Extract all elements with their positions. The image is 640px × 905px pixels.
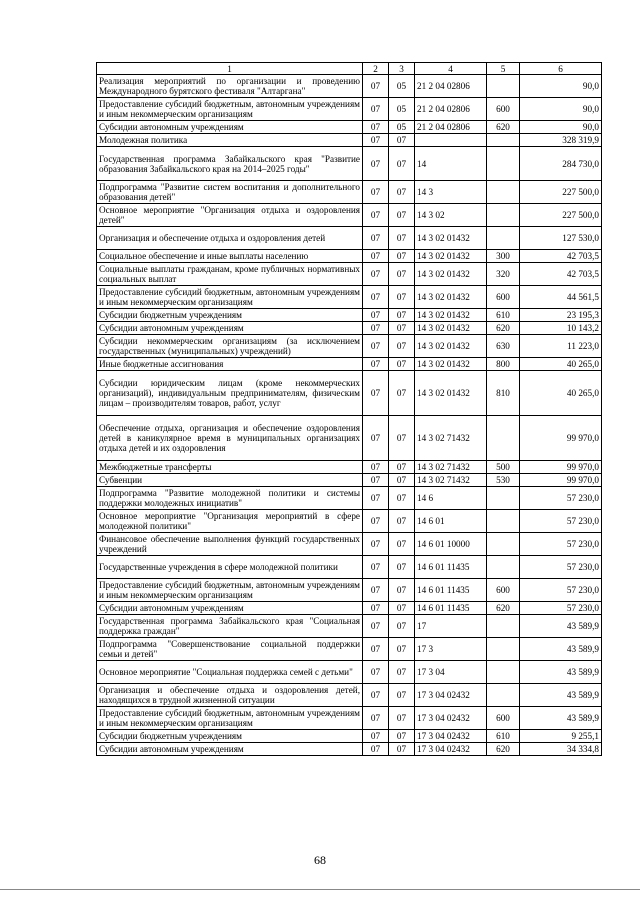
expense-type-cell: 320 — [487, 263, 520, 286]
amount-cell: 57 230,0 — [520, 602, 602, 615]
expense-type-cell — [487, 638, 520, 661]
subsection-code-cell: 07 — [389, 638, 415, 661]
row-name-cell: Организация и обеспечение отдыха и оздоровления детей — [97, 227, 363, 250]
section-code-cell: 07 — [363, 487, 389, 510]
subsection-code-cell: 07 — [389, 579, 415, 602]
row-name-cell: Субсидии некоммерческим организациям (за исключением государственных (муниципальных) учреждений) — [97, 335, 363, 358]
row-name-cell: Предоставление субсидий бюджетным, автономным учреждениям и иным некоммерческим организациям — [97, 579, 363, 602]
subsection-code-cell: 07 — [389, 358, 415, 371]
target-article-cell: 14 3 02 01432 — [415, 358, 487, 371]
target-article-cell: 17 3 04 02432 — [415, 684, 487, 707]
subsection-code-cell: 07 — [389, 134, 415, 147]
target-article-cell: 14 3 02 01432 — [415, 335, 487, 358]
table-row — [97, 556, 602, 579]
table-row — [97, 358, 602, 371]
amount-cell: 9 255,1 — [520, 730, 602, 743]
section-code-cell: 07 — [363, 730, 389, 743]
amount-cell: 57 230,0 — [520, 579, 602, 602]
section-code-cell: 07 — [363, 204, 389, 227]
section-code-cell: 07 — [363, 579, 389, 602]
subsection-code-cell: 07 — [389, 416, 415, 461]
amount-cell: 227 500,0 — [520, 204, 602, 227]
table-row — [97, 661, 602, 684]
budget-table — [96, 62, 602, 756]
subsection-code-cell: 07 — [389, 615, 415, 638]
expense-type-cell — [487, 510, 520, 533]
target-article-cell: 14 3 02 71432 — [415, 461, 487, 474]
table-row — [97, 98, 602, 121]
row-name-cell: Предоставление субсидий бюджетным, автономным учреждениям и иным некоммерческим организациям — [97, 98, 363, 121]
row-name-cell: Субсидии автономным учреждениям — [97, 322, 363, 335]
target-article-cell: 14 3 02 01432 — [415, 322, 487, 335]
subsection-code-cell: 07 — [389, 510, 415, 533]
subsection-code-cell: 07 — [389, 263, 415, 286]
expense-type-cell — [487, 615, 520, 638]
table-row — [97, 75, 602, 98]
amount-cell: 57 230,0 — [520, 487, 602, 510]
section-code-cell: 07 — [363, 416, 389, 461]
subsection-code-cell: 07 — [389, 181, 415, 204]
expense-type-cell — [487, 181, 520, 204]
expense-type-cell: 620 — [487, 322, 520, 335]
table-row — [97, 204, 602, 227]
amount-cell: 42 703,5 — [520, 263, 602, 286]
header-cell: 6 — [520, 63, 602, 75]
target-article-cell: 14 3 — [415, 181, 487, 204]
header-cell: 3 — [389, 63, 415, 75]
table-row — [97, 510, 602, 533]
amount-cell: 99 970,0 — [520, 461, 602, 474]
expense-type-cell: 810 — [487, 371, 520, 416]
target-article-cell: 14 3 02 01432 — [415, 227, 487, 250]
amount-cell: 127 530,0 — [520, 227, 602, 250]
row-name-cell: Субсидии автономным учреждениям — [97, 602, 363, 615]
section-code-cell: 07 — [363, 615, 389, 638]
section-code-cell: 07 — [363, 181, 389, 204]
subsection-code-cell: 07 — [389, 309, 415, 322]
subsection-code-cell: 07 — [389, 602, 415, 615]
section-code-cell: 07 — [363, 121, 389, 134]
row-name-cell: Социальные выплаты гражданам, кроме публичных нормативных социальных выплат — [97, 263, 363, 286]
subsection-code-cell: 07 — [389, 461, 415, 474]
amount-cell: 90,0 — [520, 75, 602, 98]
row-name-cell: Предоставление субсидий бюджетным, автономным учреждениям и иным некоммерческим организациям — [97, 286, 363, 309]
expense-type-cell: 600 — [487, 707, 520, 730]
row-name-cell: Социальное обеспечение и иные выплаты населению — [97, 250, 363, 263]
amount-cell: 34 334,8 — [520, 743, 602, 756]
expense-type-cell — [487, 556, 520, 579]
section-code-cell: 07 — [363, 250, 389, 263]
table-header-row — [97, 63, 602, 75]
section-code-cell: 07 — [363, 358, 389, 371]
section-code-cell: 07 — [363, 75, 389, 98]
section-code-cell: 07 — [363, 743, 389, 756]
target-article-cell: 14 3 02 01432 — [415, 309, 487, 322]
subsection-code-cell: 05 — [389, 75, 415, 98]
amount-cell: 99 970,0 — [520, 474, 602, 487]
table-row — [97, 286, 602, 309]
amount-cell: 57 230,0 — [520, 533, 602, 556]
section-code-cell: 07 — [363, 602, 389, 615]
target-article-cell: 17 3 04 02432 — [415, 743, 487, 756]
subsection-code-cell: 07 — [389, 730, 415, 743]
header-cell: 2 — [363, 63, 389, 75]
table-row — [97, 309, 602, 322]
target-article-cell: 14 3 02 71432 — [415, 474, 487, 487]
table-row — [97, 487, 602, 510]
row-name-cell: Основное мероприятие "Организация мероприятий в сфере молодежной политики" — [97, 510, 363, 533]
page-number: 68 — [314, 853, 326, 867]
table-row — [97, 730, 602, 743]
subsection-code-cell: 07 — [389, 707, 415, 730]
row-name-cell: Реализация мероприятий по организации и проведению Международного бурятского фестиваля "Алтаргана" — [97, 75, 363, 98]
subsection-code-cell: 07 — [389, 322, 415, 335]
table-row — [97, 638, 602, 661]
target-article-cell — [415, 134, 487, 147]
row-name-cell: Предоставление субсидий бюджетным, автономным учреждениям и иным некоммерческим организациям — [97, 707, 363, 730]
section-code-cell: 07 — [363, 556, 389, 579]
subsection-code-cell: 07 — [389, 533, 415, 556]
subsection-code-cell: 07 — [389, 335, 415, 358]
expense-type-cell: 630 — [487, 335, 520, 358]
amount-cell: 57 230,0 — [520, 556, 602, 579]
section-code-cell: 07 — [363, 533, 389, 556]
row-name-cell: Подпрограмма "Совершенствование социальной поддержки семьи и детей" — [97, 638, 363, 661]
target-article-cell: 14 6 01 11435 — [415, 579, 487, 602]
amount-cell: 227 500,0 — [520, 181, 602, 204]
section-code-cell: 07 — [363, 707, 389, 730]
expense-type-cell: 300 — [487, 250, 520, 263]
section-code-cell: 07 — [363, 335, 389, 358]
section-code-cell: 07 — [363, 309, 389, 322]
target-article-cell: 14 3 02 01432 — [415, 286, 487, 309]
table-row — [97, 250, 602, 263]
section-code-cell: 07 — [363, 474, 389, 487]
expense-type-cell — [487, 487, 520, 510]
table-row — [97, 684, 602, 707]
table-row — [97, 533, 602, 556]
row-name-cell: Субсидии юридическим лицам (кроме некоммерческих организаций), индивидуальным предпринимателям, физическим лицам – производителям товаров, работ, услуг — [97, 371, 363, 416]
amount-cell: 57 230,0 — [520, 510, 602, 533]
amount-cell: 40 265,0 — [520, 358, 602, 371]
amount-cell: 40 265,0 — [520, 371, 602, 416]
section-code-cell: 07 — [363, 371, 389, 416]
row-name-cell: Межбюджетные трансферты — [97, 461, 363, 474]
target-article-cell: 14 6 01 10000 — [415, 533, 487, 556]
amount-cell: 43 589,9 — [520, 661, 602, 684]
amount-cell: 10 143,2 — [520, 322, 602, 335]
row-name-cell: Финансовое обеспечение выполнения функций государственных учреждений — [97, 533, 363, 556]
expense-type-cell: 600 — [487, 579, 520, 602]
subsection-code-cell: 07 — [389, 661, 415, 684]
amount-cell: 43 589,9 — [520, 615, 602, 638]
header-cell: 4 — [415, 63, 487, 75]
expense-type-cell: 530 — [487, 474, 520, 487]
target-article-cell: 17 3 04 — [415, 661, 487, 684]
subsection-code-cell: 07 — [389, 487, 415, 510]
table-row — [97, 579, 602, 602]
row-name-cell: Молодежная политика — [97, 134, 363, 147]
expense-type-cell: 600 — [487, 98, 520, 121]
table-row — [97, 707, 602, 730]
expense-type-cell: 620 — [487, 743, 520, 756]
expense-type-cell — [487, 75, 520, 98]
target-article-cell: 17 3 — [415, 638, 487, 661]
table-row — [97, 121, 602, 134]
row-name-cell: Основное мероприятие "Социальная поддержка семей с детьми" — [97, 661, 363, 684]
target-article-cell: 14 3 02 01432 — [415, 371, 487, 416]
subsection-code-cell: 07 — [389, 371, 415, 416]
section-code-cell: 07 — [363, 227, 389, 250]
subsection-code-cell: 07 — [389, 556, 415, 579]
subsection-code-cell: 07 — [389, 147, 415, 181]
table-row — [97, 602, 602, 615]
row-name-cell: Субвенции — [97, 474, 363, 487]
target-article-cell: 17 — [415, 615, 487, 638]
row-name-cell: Подпрограмма "Развитие систем воспитания и дополнительного образования детей" — [97, 181, 363, 204]
expense-type-cell — [487, 533, 520, 556]
row-name-cell: Субсидии бюджетным учреждениям — [97, 730, 363, 743]
table-row — [97, 474, 602, 487]
table-row — [97, 227, 602, 250]
subsection-code-cell: 07 — [389, 250, 415, 263]
subsection-code-cell: 05 — [389, 98, 415, 121]
amount-cell: 11 223,0 — [520, 335, 602, 358]
subsection-code-cell: 07 — [389, 684, 415, 707]
header-cell: 1 — [97, 63, 363, 75]
row-name-cell: Обеспечение отдыха, организация и обеспечение оздоровления детей в каникулярное время в муниципальных организациях отдыха детей и их оздоровления — [97, 416, 363, 461]
target-article-cell: 14 3 02 — [415, 204, 487, 227]
expense-type-cell: 800 — [487, 358, 520, 371]
row-name-cell: Иные бюджетные ассигнования — [97, 358, 363, 371]
target-article-cell: 17 3 04 02432 — [415, 730, 487, 743]
target-article-cell: 21 2 04 02806 — [415, 121, 487, 134]
row-name-cell: Субсидии бюджетным учреждениям — [97, 309, 363, 322]
expense-type-cell — [487, 227, 520, 250]
row-name-cell: Субсидии автономным учреждениям — [97, 121, 363, 134]
subsection-code-cell: 07 — [389, 743, 415, 756]
table-row — [97, 371, 602, 416]
target-article-cell: 14 6 01 11435 — [415, 556, 487, 579]
section-code-cell: 07 — [363, 147, 389, 181]
expense-type-cell: 500 — [487, 461, 520, 474]
expense-type-cell — [487, 684, 520, 707]
row-name-cell: Подпрограмма "Развитие молодежной политики и системы поддержки молодежных инициатив" — [97, 487, 363, 510]
row-name-cell: Организация и обеспечение отдыха и оздоровления детей, находящихся в трудной жизненной ситуации — [97, 684, 363, 707]
expense-type-cell — [487, 147, 520, 181]
target-article-cell: 14 6 01 — [415, 510, 487, 533]
amount-cell: 43 589,9 — [520, 707, 602, 730]
target-article-cell: 14 6 — [415, 487, 487, 510]
row-name-cell: Государственная программа Забайкальского края "Социальная поддержка граждан" — [97, 615, 363, 638]
footer-divider — [0, 889, 640, 890]
table-row — [97, 263, 602, 286]
expense-type-cell — [487, 134, 520, 147]
amount-cell: 23 195,3 — [520, 309, 602, 322]
section-code-cell: 07 — [363, 134, 389, 147]
section-code-cell: 07 — [363, 684, 389, 707]
amount-cell: 90,0 — [520, 98, 602, 121]
subsection-code-cell: 05 — [389, 121, 415, 134]
amount-cell: 43 589,9 — [520, 684, 602, 707]
amount-cell: 284 730,0 — [520, 147, 602, 181]
expense-type-cell — [487, 661, 520, 684]
row-name-cell: Субсидии автономным учреждениям — [97, 743, 363, 756]
expense-type-cell: 600 — [487, 286, 520, 309]
subsection-code-cell: 07 — [389, 227, 415, 250]
target-article-cell: 17 3 04 02432 — [415, 707, 487, 730]
expense-type-cell: 610 — [487, 730, 520, 743]
target-article-cell: 14 — [415, 147, 487, 181]
header-cell: 5 — [487, 63, 520, 75]
target-article-cell: 14 3 02 01432 — [415, 263, 487, 286]
amount-cell: 99 970,0 — [520, 416, 602, 461]
amount-cell: 42 703,5 — [520, 250, 602, 263]
table-row — [97, 335, 602, 358]
subsection-code-cell: 07 — [389, 286, 415, 309]
subsection-code-cell: 07 — [389, 204, 415, 227]
section-code-cell: 07 — [363, 638, 389, 661]
amount-cell: 90,0 — [520, 121, 602, 134]
expense-type-cell — [487, 204, 520, 227]
table-row — [97, 134, 602, 147]
section-code-cell: 07 — [363, 510, 389, 533]
expense-type-cell — [487, 416, 520, 461]
subsection-code-cell: 07 — [389, 474, 415, 487]
expense-type-cell: 610 — [487, 309, 520, 322]
expense-type-cell: 620 — [487, 602, 520, 615]
row-name-cell: Государственные учреждения в сфере молодежной политики — [97, 556, 363, 579]
row-name-cell: Государственная программа Забайкальского края "Развитие образования Забайкальского края на 2014–2025 годы" — [97, 147, 363, 181]
table-row — [97, 743, 602, 756]
section-code-cell: 07 — [363, 322, 389, 335]
table-row — [97, 615, 602, 638]
amount-cell: 43 589,9 — [520, 638, 602, 661]
section-code-cell: 07 — [363, 98, 389, 121]
table-row — [97, 322, 602, 335]
target-article-cell: 14 6 01 11435 — [415, 602, 487, 615]
table-row — [97, 461, 602, 474]
target-article-cell: 14 3 02 01432 — [415, 250, 487, 263]
section-code-cell: 07 — [363, 461, 389, 474]
table-row — [97, 147, 602, 181]
table-row — [97, 181, 602, 204]
table-row — [97, 416, 602, 461]
section-code-cell: 07 — [363, 286, 389, 309]
section-code-cell: 07 — [363, 263, 389, 286]
target-article-cell: 21 2 04 02806 — [415, 75, 487, 98]
expense-type-cell: 620 — [487, 121, 520, 134]
amount-cell: 44 561,5 — [520, 286, 602, 309]
amount-cell: 328 319,9 — [520, 134, 602, 147]
target-article-cell: 21 2 04 02806 — [415, 98, 487, 121]
target-article-cell: 14 3 02 71432 — [415, 416, 487, 461]
row-name-cell: Основное мероприятие "Организация отдыха и оздоровления детей" — [97, 204, 363, 227]
section-code-cell: 07 — [363, 661, 389, 684]
